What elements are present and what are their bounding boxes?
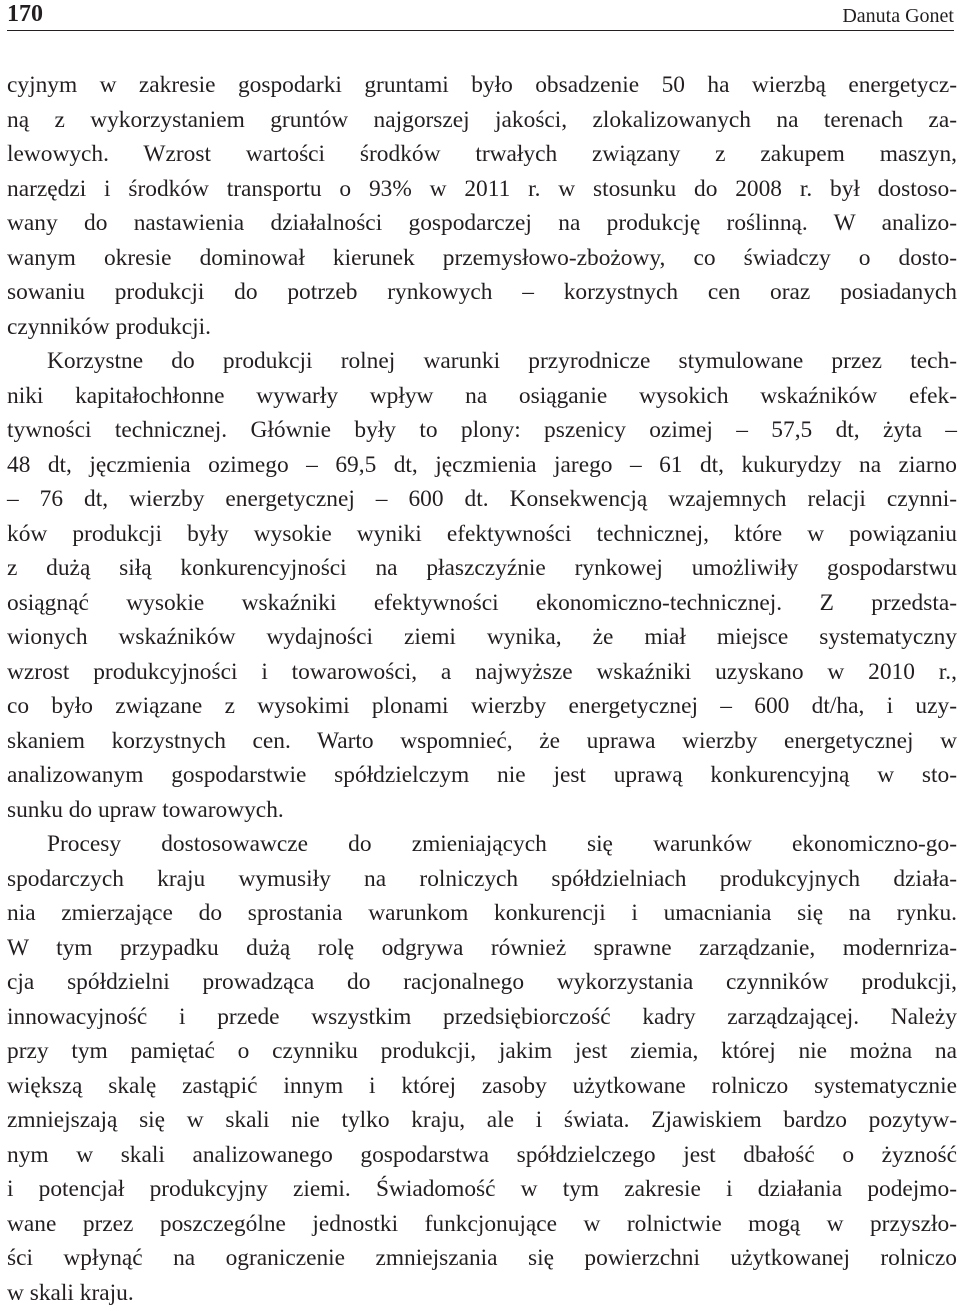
text-line: sowaniu produkcji do potrzeb rynkowych – korzystnych cen oraz posiadanych <box>7 275 957 310</box>
text-line: niki kapitałochłonne wywarły wpływ na osiąganie wysokich wskaźników efek- <box>7 379 957 414</box>
text-line: i potencjał produkcyjny ziemi. Świadomość w tym zakresie i działania podejmo- <box>7 1172 957 1207</box>
text-line: wionych wskaźników wydajności ziemi wynika, że miał miejsce systematyczny <box>7 620 957 655</box>
text-line: 48 dt, jęczmienia ozimego – 69,5 dt, jęczmienia jarego – 61 dt, kukurydzy na ziarno <box>7 448 957 483</box>
text-line: ną z wykorzystaniem gruntów najgorszej jakości, zlokalizowanych na terenach za- <box>7 103 957 138</box>
body-text <box>7 68 957 1310</box>
paragraph-1 <box>7 68 957 344</box>
running-head-author: Danuta Gonet <box>842 4 954 28</box>
text-line: lewowych. Wzrost wartości środków trwałych związany z zakupem maszyn, <box>7 137 957 172</box>
text-line: skaniem korzystnych cen. Warto wspomnieć, że uprawa wierzby energetycznej w <box>7 724 957 759</box>
text-line: co było związane z wysokimi plonami wierzby energetycznej – 600 dt/ha, i uzy- <box>7 689 957 724</box>
text-line: cyjnym w zakresie gospodarki gruntami było obsadzenie 50 ha wierzbą energetycz- <box>7 68 957 103</box>
text-line: ści wpłynąć na ograniczenie zmniejszania się powierzchni użytkowanej rolniczo <box>7 1241 957 1276</box>
text-line: tywności technicznej. Głównie były to plony: pszenicy ozimej – 57,5 dt, żyta – <box>7 413 957 448</box>
text-line: W tym przypadku dużą rolę odgrywa również sprawne zarządzanie, modernriza- <box>7 931 957 966</box>
text-line: wane przez poszczególne jednostki funkcjonujące w rolnictwie mogą w przyszło- <box>7 1207 957 1242</box>
text-line: zmniejszają się w skali nie tylko kraju, ale i świata. Zjawiskiem bardzo pozytyw- <box>7 1103 957 1138</box>
text-line: w skali kraju. <box>7 1276 957 1310</box>
text-line: większą skalę zastąpić innym i której zasoby użytkowane rolniczo systematycznie <box>7 1069 957 1104</box>
text-line: wzrost produkcyjności i towarowości, a najwyższe wskaźniki uzyskano w 2010 r., <box>7 655 957 690</box>
text-line: ków produkcji były wysokie wyniki efektywności technicznej, które w powiązaniu <box>7 517 957 552</box>
text-line: spodarczych kraju wymusiły na rolniczych spółdzielniach produkcyjnych działa- <box>7 862 957 897</box>
text-line: osiągnąć wysokie wskaźniki efektywności ekonomiczno-technicznej. Z przedsta- <box>7 586 957 621</box>
text-line: analizowanym gospodarstwie spółdzielczym nie jest uprawą konkurencyjną w sto- <box>7 758 957 793</box>
paragraph-3 <box>7 827 957 1310</box>
text-line: wany do nastawienia działalności gospodarczej na produkcję roślinną. W analizo- <box>7 206 957 241</box>
text-line: Procesy dostosowawcze do zmieniających się warunków ekonomiczno-go- <box>7 827 957 862</box>
text-line: Korzystne do produkcji rolnej warunki przyrodnicze stymulowane przez tech- <box>7 344 957 379</box>
page-header <box>7 0 954 31</box>
text-line: z dużą siłą konkurencyjności na płaszczyźnie rynkowej umożliwiły gospodarstwu <box>7 551 957 586</box>
text-line: – 76 dt, wierzby energetycznej – 600 dt. Konsekwencją wzajemnych relacji czynni- <box>7 482 957 517</box>
text-line: nym w skali analizowanego gospodarstwa spółdzielczego jest dbałość o żyzność <box>7 1138 957 1173</box>
page-number: 170 <box>7 1 43 27</box>
text-line: przy tym pamiętać o czynniku produkcji, jakim jest ziemia, której nie można na <box>7 1034 957 1069</box>
text-line: cja spółdzielni prowadząca do racjonalnego wykorzystania czynników produkcji, <box>7 965 957 1000</box>
paragraph-2 <box>7 344 957 827</box>
text-line: sunku do upraw towarowych. <box>7 793 957 828</box>
text-line: czynników produkcji. <box>7 310 957 345</box>
text-line: narzędzi i środków transportu o 93% w 2011 r. w stosunku do 2008 r. był dostoso- <box>7 172 957 207</box>
text-line: innowacyjność i przede wszystkim przedsiębiorczość kadry zarządzającej. Należy <box>7 1000 957 1035</box>
text-line: wanym okresie dominował kierunek przemysłowo-zbożowy, co świadczy o dosto- <box>7 241 957 276</box>
text-line: nia zmierzające do sprostania warunkom konkurencji i umacniania się na rynku. <box>7 896 957 931</box>
